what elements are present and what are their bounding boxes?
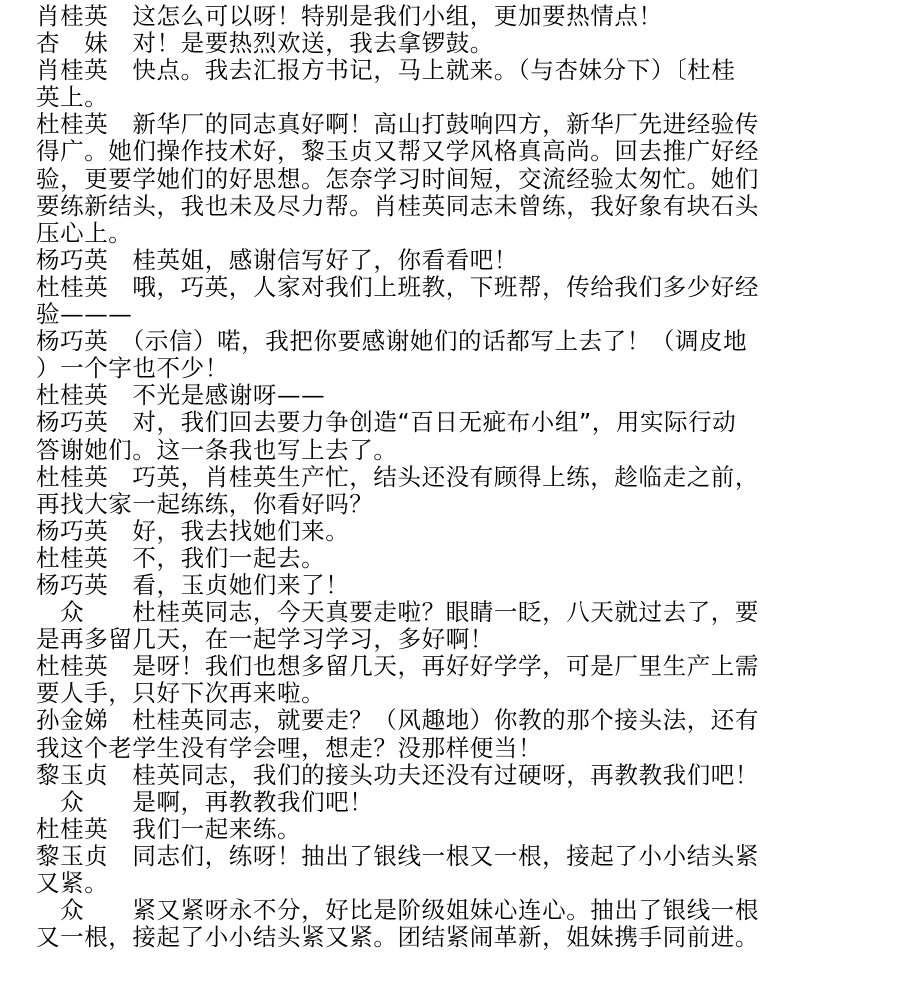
script-line: 肖桂英 这怎么可以呀！特别是我们小组，更加要热情点！ — [36, 2, 663, 30]
script-line: 杜桂英 巧英，肖桂英生产忙，结头还没有顾得上练，趁临走之前， — [36, 462, 759, 491]
script-line: 压心上。 — [36, 218, 133, 247]
script-line: 答谢她们。这一条我也写上去了。 — [36, 435, 398, 464]
script-line: 又紧。 — [36, 869, 109, 897]
script-line: 再找大家一起练练，你看好吗？ — [36, 489, 374, 518]
script-line: 杨巧英 对，我们回去要力争创造“百日无疵布小组”，用实际行动 — [36, 408, 737, 437]
script-line: 要人手，只好下次再来啦。 — [36, 679, 326, 708]
script-line: 验，更要学她们的好思想。怎奈学习时间短，交流经验太匆忙。她们 — [36, 164, 759, 193]
script-line: 杜桂英 我们一起来练。 — [36, 814, 302, 843]
script-line: 众 是啊，再教教我们吧！ — [36, 787, 374, 816]
script-line: 杜桂英 是呀！我们也想多留几天，再好好学学，可是厂里生产上需 — [36, 652, 759, 681]
script-line: 黎玉贞 桂英同志，我们的接头功夫还没有过硬呀，再教教我们吧！ — [36, 760, 759, 789]
script-line: 杜桂英 新华厂的同志真好啊！高山打鼓响四方，新华厂先进经验传 — [36, 110, 759, 139]
script-line: 杜桂英 哦，巧英，人家对我们上班教，下班帮，传给我们多少好经 — [36, 272, 759, 301]
script-line: 是再多留几天，在一起学习学习，多好啊！ — [36, 625, 494, 654]
script-line: 肖桂英 快点。我去汇报方书记，马上就来。（与杏妹分下）〔杜桂 — [36, 56, 736, 85]
script-line: 黎玉贞 同志们，练呀！抽出了银线一根又一根，接起了小小结头紧 — [36, 841, 759, 870]
script-line: 杨巧英 桂英姐，感谢信写好了，你看看吧！ — [36, 245, 518, 274]
script-line: 众 杜桂英同志，今天真要走啦？眼睛一眨，八天就过去了，要 — [36, 598, 759, 627]
script-line: 又一根，接起了小小结头紧又紧。团结紧闹革新，姐妹携手同前进。 — [36, 923, 759, 952]
script-line: 孙金娣 杜桂英同志，就要走？（风趣地）你教的那个接头法，还有 — [36, 706, 759, 735]
script-line: 得广。她们操作技术好，黎玉贞又帮又学风格真高尚。回去推广好经 — [36, 137, 759, 166]
script-line: 验——— — [36, 300, 133, 329]
script-line: 要练新结头，我也未及尽力帮。肖桂英同志未曾练，我好象有块石头 — [36, 191, 759, 220]
script-line: 英上。 — [36, 83, 109, 112]
script-line: 杨巧英 （示信）喏，我把你要感谢她们的话都写上去了！（调皮地 — [36, 327, 748, 356]
script-line: 杨巧英 好，我去找她们来。 — [36, 516, 350, 545]
script-page — [36, 3, 874, 951]
script-line: 我这个老学生没有学会哩，想走？没那样便当！ — [36, 733, 543, 762]
script-line: ）一个字也不少！ — [36, 354, 229, 383]
script-line: 杜桂英 不，我们一起去。 — [36, 543, 326, 572]
script-line: 众 紧又紧呀永不分，好比是阶级姐妹心连心。抽出了银线一根 — [36, 896, 759, 925]
script-line: 杜桂英 不光是感谢呀—— — [36, 381, 326, 410]
script-line: 杨巧英 看，玉贞她们来了！ — [36, 570, 350, 599]
script-line: 杏 妹 对！是要热烈欢送，我去拿锣鼓。 — [36, 29, 494, 58]
